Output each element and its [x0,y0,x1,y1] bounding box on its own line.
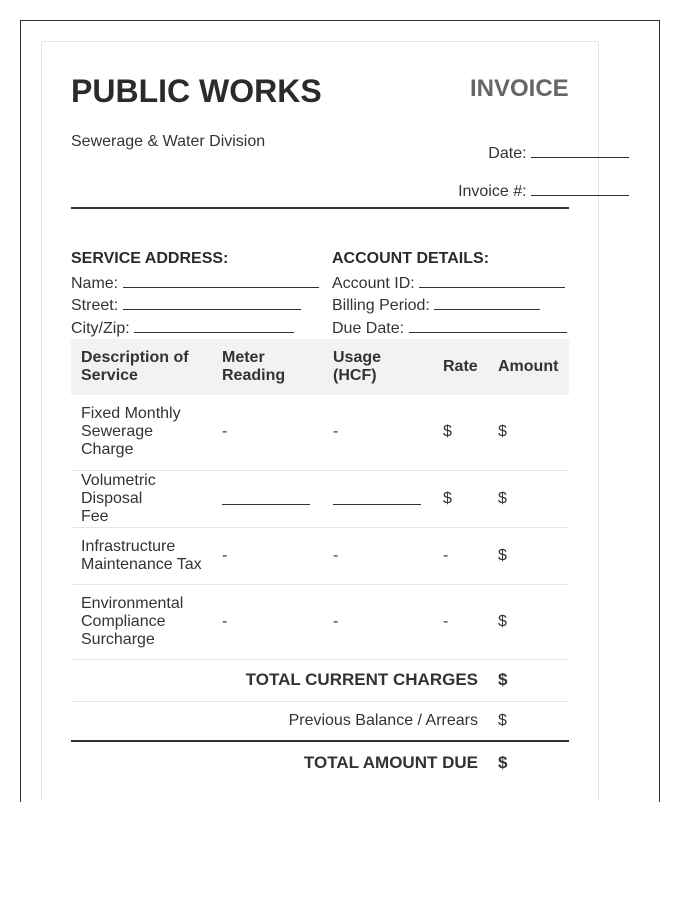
cityzip-label: City/Zip: [71,320,130,337]
due-date-field [332,318,567,338]
account-id-field [332,273,565,293]
meter-cell: - [212,395,323,470]
column-header: Description of Service [71,339,212,395]
total-current-label: TOTAL CURRENT CHARGES [71,659,488,701]
street-label: Street: [71,297,119,314]
account-id-blank [419,273,565,288]
total-due-label: TOTAL AMOUNT DUE [303,752,478,772]
division-subtitle: Sewerage & Water Division [71,133,266,150]
invoice-number-blank [531,181,629,196]
table-row [71,584,569,659]
description-cell: Fixed Monthly Sewerage Charge [71,395,212,470]
header-divider [71,207,569,209]
amount-cell: $ [488,527,569,584]
amount-cell: $ [488,584,569,659]
previous-balance-value: $ [488,701,569,741]
total-due-row [71,741,569,783]
services-table [71,339,569,783]
rate-cell: - [433,527,488,584]
table-row [71,395,569,470]
column-header: Amount [488,339,569,395]
meter-cell: - [212,584,323,659]
description-cell: Environmental Compliance Surcharge [71,584,212,659]
table-row [71,527,569,584]
agency-title: PUBLIC WORKS [71,73,322,109]
amount-cell: $ [488,470,569,527]
cityzip-blank [134,318,294,333]
column-header: Meter Reading [212,339,323,395]
total-current-row [71,659,569,701]
street-blank [123,295,301,310]
invoice-number-field [458,181,629,201]
description-cell: Infrastructure Maintenance Tax [71,527,212,584]
date-label: Date: [488,145,527,162]
street-field [71,295,301,315]
date-blank [531,143,629,158]
amount-cell: $ [488,395,569,470]
service-address-heading: SERVICE ADDRESS: [71,250,229,267]
rate-cell: $ [433,395,488,470]
name-label: Name: [71,275,119,292]
usage-blank [333,488,421,505]
usage-cell [323,470,433,527]
table-row [71,470,569,527]
billing-period-label: Billing Period: [332,297,430,314]
total-current-value: $ [488,659,569,701]
previous-balance-label: Previous Balance / Arrears [71,701,488,741]
account-details-heading: ACCOUNT DETAILS: [332,250,490,267]
due-date-blank [409,318,567,333]
invoice-number-label: Invoice #: [458,183,527,200]
total-due-value: $ [498,752,508,772]
billing-period-blank [434,295,540,310]
document-type: INVOICE [470,75,569,102]
cityzip-field [71,318,294,338]
rate-cell: - [433,584,488,659]
column-header: Rate [433,339,488,395]
name-field [71,273,319,293]
previous-balance-row [71,701,569,741]
billing-period-field [332,295,540,315]
meter-blank [222,488,310,505]
usage-cell: - [323,584,433,659]
meter-cell [212,470,323,527]
column-header: Usage (HCF) [323,339,433,395]
rate-cell: $ [433,470,488,527]
table-header-row [71,339,569,395]
due-date-label: Due Date: [332,320,405,337]
date-field [488,143,629,163]
usage-cell: - [323,395,433,470]
usage-cell: - [323,527,433,584]
description-cell: Volumetric Disposal Fee [71,470,212,527]
name-blank [123,273,319,288]
account-id-label: Account ID: [332,275,415,292]
meter-cell: - [212,527,323,584]
